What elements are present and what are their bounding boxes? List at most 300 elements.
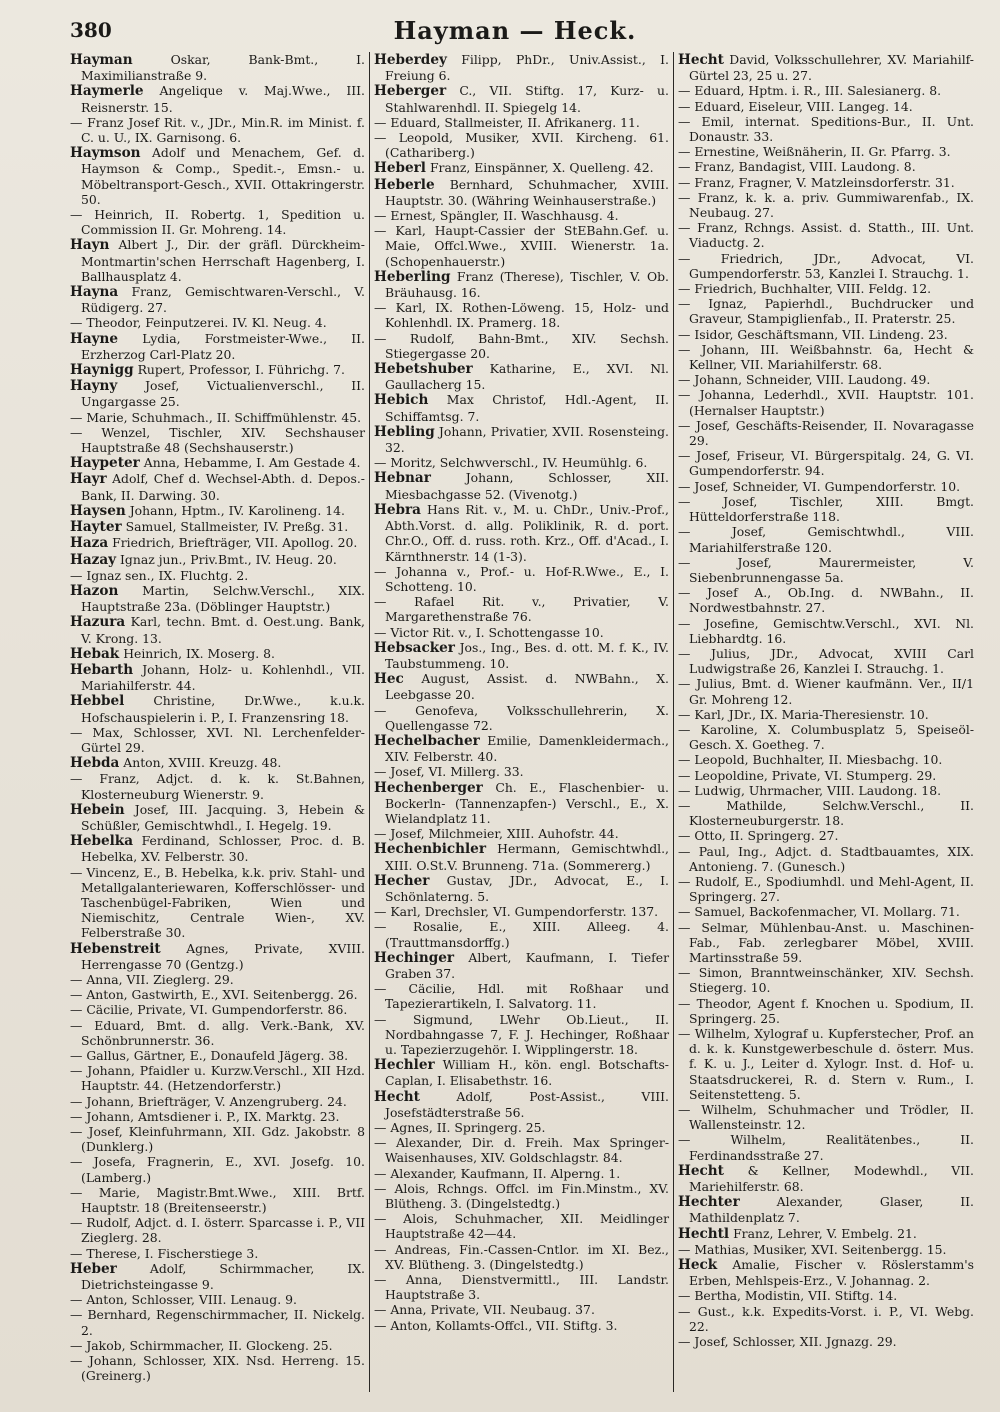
directory-entry	[374, 502, 669, 564]
entry-text: Emilie, Damenkleidermach., XIV. Felberstr. 40.	[385, 732, 669, 765]
entry-surname: Hechtl	[678, 1225, 730, 1242]
entry-text: Josef, Victualienverschl., II. Ungargasse 25.	[81, 378, 365, 410]
entry-text: Franz (Therese), Tischler, V. Ob. Bräuhausg. 16.	[385, 268, 669, 301]
entry-surname: Heberdey	[374, 52, 447, 68]
entry-text: August, Assist. d. NWBahn., X. Leebgasse 20.	[385, 671, 669, 703]
directory-entry	[70, 1185, 365, 1215]
entry-text: Agnes, Private, XVIII. Herrengasse 70 (Gentzg.)	[81, 940, 365, 972]
entry-surname: Heberling	[374, 268, 451, 285]
entry-text: — Mathilde, Selchw.Verschl., II. Klosterneuburgerstr. 18.	[678, 797, 974, 829]
directory-entry	[678, 1242, 974, 1257]
entry-text: — Johann, Briefträger, V. Anzengruberg. 24.	[70, 1093, 347, 1109]
entry-text: — Cäcilie, Private, VI. Gumpendorferstr. 86.	[70, 1002, 348, 1018]
directory-entry	[678, 1288, 974, 1303]
column-2	[370, 52, 674, 1392]
directory-entry	[374, 1242, 669, 1272]
entry-text: — Moritz, Selchwverschl., IV. Heumühlg. 6.	[374, 455, 648, 471]
entry-text: — Agnes, II. Springerg. 25.	[374, 1120, 546, 1136]
directory-entry	[70, 207, 365, 237]
entry-text: Katharine, E., XVI. Nl. Gaullacherg 15.	[385, 361, 669, 393]
entry-surname: Hebsacker	[374, 639, 455, 656]
directory-entry	[70, 503, 365, 519]
entry-surname: Hazura	[70, 614, 126, 631]
directory-entry	[678, 418, 974, 448]
directory-entry	[678, 83, 974, 98]
directory-entry	[678, 1334, 974, 1349]
directory-entry	[70, 471, 365, 502]
entry-text: — Karl, Haupt-Cassier der StEBahn.Gef. u. Maie, Offcl.Wwe., XVIII. Wienerstr. 1a. (Schopenhauerstr.)	[374, 223, 669, 269]
entry-text: Ferdinand, Schlosser, Proc. d. B. Hebelka, XV. Felberstr. 30.	[81, 833, 365, 865]
entry-text: & Kellner, Modewhdl., VII. Mariehilferstr. 68.	[689, 1162, 974, 1195]
entry-text: — Johanna, Lederhdl., XVII. Hauptstr. 101. (Hernalser Hauptstr.)	[678, 387, 974, 418]
directory-entry	[374, 300, 669, 330]
directory-entry	[678, 707, 974, 722]
entry-text: — Ignaz, Papierhdl., Buchdrucker und Graveur, Stampiglienfab., II. Praterstr. 25.	[678, 296, 974, 327]
entry-surname: Hechelbacher	[374, 732, 480, 749]
page-header	[70, 16, 960, 50]
entry-text: — Eduard, Eiseleur, VIII. Langeg. 14.	[678, 98, 913, 114]
directory-entry	[70, 1154, 365, 1184]
directory-entry	[70, 410, 365, 425]
entry-surname: Hayman	[70, 52, 133, 68]
directory-entry	[70, 455, 365, 471]
entry-text: — Karoline, X. Columbusplatz 5, Speiseöl-Gesch. X. Goetheg. 7.	[678, 721, 974, 753]
entry-text: — Sigmund, LWehr Ob.Lieut., II. Nordbahngasse 7, F. J. Hechinger, Roßhaar u. Tapezierzugehör. I. Wipplingerstr. 18.	[374, 1011, 669, 1057]
entry-surname: Hayter	[70, 519, 122, 536]
directory-entry	[374, 594, 669, 624]
directory-entry	[374, 981, 669, 1011]
entry-surname: Hebetshuber	[374, 361, 473, 378]
entry-text: — Ludwig, Uhrmacher, VIII. Laudong. 18.	[678, 782, 942, 798]
directory-entry	[70, 1109, 365, 1124]
directory-entry	[678, 220, 974, 250]
entry-surname: Heber	[70, 1260, 117, 1277]
entry-surname: Hazay	[70, 551, 117, 568]
entry-text: — Wilhelm, Schuhmacher und Trödler, II. Wallensteinstr. 12.	[678, 1102, 974, 1133]
entry-surname: Hechinger	[374, 949, 455, 966]
directory-entry	[374, 826, 669, 841]
entry-text: — Anna, Dienstvermittl., III. Landstr. Hauptstraße 3.	[374, 1272, 669, 1303]
entry-text: Jos., Ing., Bes. d. ott. M. f. K., IV. Taubstummeng. 10.	[385, 639, 669, 671]
entry-text: — Wilhelm, Xylograf u. Kupferstecher, Prof. an d. k. k. Kunstgewerbeschule d. österr. Mus. f. K. u. J., Leiter d. Xylogr. Inst. d. Hof- u. Staatsdruckerei, R. d. Stern v. Rum., I. Seitenstetteng. 5.	[678, 1026, 974, 1102]
entry-text: — Isidor, Geschäftsmann, VII. Lindeng. 23.	[678, 326, 948, 342]
directory-entry	[374, 780, 669, 827]
directory-entry	[678, 327, 974, 342]
directory-entry	[374, 130, 669, 160]
entry-text: — Karl, Drechsler, VI. Gumpendorferstr. 137.	[374, 904, 659, 920]
entry-text: — Samuel, Backofenmacher, VI. Mollarg. 71.	[678, 904, 960, 920]
directory-entry	[374, 208, 669, 223]
entry-surname: Hebelka	[70, 833, 134, 850]
directory-entry	[70, 987, 365, 1002]
directory-entry	[374, 1057, 669, 1088]
entry-surname: Heberl	[374, 160, 426, 177]
directory-entry	[70, 1292, 365, 1307]
entry-surname: Hebenstreit	[70, 940, 161, 957]
entry-surname: Hayna	[70, 284, 119, 301]
entry-text: — Victor Rit. v., I. Schottengasse 10.	[374, 624, 604, 640]
entry-surname: Haymson	[70, 145, 141, 162]
directory-entry	[374, 1166, 669, 1181]
directory-entry	[70, 755, 365, 771]
directory-entry	[70, 662, 365, 693]
directory-entry	[70, 1246, 365, 1261]
entry-surname: Haymerle	[70, 83, 144, 100]
entry-text: — Alois, Schuhmacher, XII. Meidlinger Hauptstraße 42—44.	[374, 1211, 669, 1242]
entry-text: — Jakob, Schirmmacher, II. Glockeng. 25.	[70, 1337, 333, 1353]
entry-text: — Theodor, Agent f. Knochen u. Spodium, II. Springerg. 25.	[678, 995, 974, 1026]
directory-entry	[70, 425, 365, 455]
entry-text: — Josef A., Ob.Ing. d. NWBahn., II. Nordwestbahnstr. 27.	[678, 585, 974, 616]
directory-entry	[678, 251, 974, 281]
entry-text: — Marie, Magistr.Bmt.Wwe., XIII. Brtf. Hauptstr. 18 (Breitenseerstr.)	[70, 1184, 365, 1216]
entry-text: Johann, Schlosser, XII. Miesbachgasse 52. (Vivenotg.)	[385, 470, 669, 502]
entry-text: — Anna, VII. Zieglerg. 29.	[70, 971, 234, 987]
entry-text: — Rosalie, E., XIII. Alleeg. 4. (Trauttmansdorffg.)	[374, 919, 669, 950]
directory-entry	[70, 552, 365, 568]
directory-entry	[678, 296, 974, 326]
entry-text: — Josefa, Fragnerin, E., XVI. Josefg. 10. (Lamberg.)	[70, 1154, 365, 1185]
directory-entry	[374, 950, 669, 981]
directory-entry	[678, 524, 974, 554]
directory-entry	[678, 175, 974, 190]
entry-text: — Friedrich, JDr., Advocat, VI. Gumpendorferstr. 53, Kanzlei I. Strauchg. 1.	[678, 250, 974, 281]
directory-entry	[678, 752, 974, 767]
directory-entry	[678, 996, 974, 1026]
entry-text: Karl, techn. Bmt. d. Oest.ung. Bank, V. Krong. 13.	[81, 614, 365, 646]
entry-text: — Josef, VI. Millerg. 33.	[374, 764, 524, 780]
entry-text: Franz, Lehrer, V. Embelg. 21.	[733, 1225, 917, 1241]
entry-text: Heinrich, IX. Moserg. 8.	[123, 645, 275, 661]
entry-text: Amalie, Fischer v. Röslerstamm's Erben, Mehlspeis-Erz., V. Johannag. 2.	[689, 1257, 974, 1289]
entry-surname: Hec	[374, 671, 404, 688]
entry-surname: Hazon	[70, 582, 119, 599]
entry-text: — Franz, k. k. a. priv. Gummiwarenfab., IX. Neubaug. 27.	[678, 189, 974, 221]
directory-entry	[678, 783, 974, 798]
entry-text: — Theodor, Feinputzerei. IV. Kl. Neug. 4.	[70, 315, 327, 331]
entry-surname: Hechenbichler	[374, 841, 486, 858]
directory-entry	[70, 1338, 365, 1353]
directory-entry	[374, 177, 669, 208]
entry-text: — Karl, IX. Rothen-Löweng. 15, Holz- und Kohlenhdl. IX. Pramerg. 18.	[374, 300, 669, 331]
entry-surname: Hayn	[70, 237, 110, 254]
directory-entry	[70, 115, 365, 145]
directory-entry	[374, 223, 669, 269]
entry-text: — Josefine, Gemischtw.Verschl., XVI. Nl. Liebhardtg. 16.	[678, 615, 974, 646]
entry-text: — Franz, Adjct. d. k. k. St.Bahnen, Klosterneuburg Wienerstr. 9.	[70, 771, 365, 802]
entry-text: — Anton, Gastwirth, E., XVI. Seitenbergg. 26.	[70, 987, 358, 1003]
directory-entry	[678, 190, 974, 220]
entry-text: — Josef, Milchmeier, XIII. Auhofstr. 44.	[374, 826, 619, 842]
entry-text: Johann, Holz- u. Kohlenhdl., VII. Mariahilferstr. 44.	[81, 661, 365, 694]
directory-entry	[70, 1048, 365, 1063]
entry-surname: Haza	[70, 535, 109, 552]
directory-entry	[374, 455, 669, 470]
entry-text: — Josef, Schneider, VI. Gumpendorferstr. 10.	[678, 478, 961, 494]
page-number: 380	[70, 18, 112, 42]
entry-text: — Josef, Kleinfuhrmann, XII. Gdz. Jakobstr. 8 (Dunklerg.)	[70, 1124, 365, 1155]
directory-entry	[70, 972, 365, 987]
entry-text: Martin, Selchw.Verschl., XIX. Hauptstraße 23a. (Döblinger Hauptstr.)	[81, 582, 365, 615]
entry-text: Anton, XVIII. Kreuzg. 48.	[123, 755, 282, 771]
entry-text: — Eduard, Stallmeister, II. Afrikanerg. 11.	[374, 114, 640, 130]
entry-text: — Gallus, Gärtner, E., Donaufeld Jägerg. 38.	[70, 1048, 349, 1063]
entry-text: — Paul, Ing., Adjct. d. Stadtbauamtes, XIX. Antonieng. 7. (Gunesch.)	[678, 843, 974, 874]
entry-surname: Heck	[678, 1257, 718, 1274]
directory-entry	[70, 646, 365, 662]
entry-text: Adolf, Schirmmacher, IX. Dietrichsteingasse 9.	[81, 1260, 365, 1293]
directory-entry	[678, 616, 974, 646]
entry-text: — Bertha, Modistin, VII. Stiftg. 14.	[678, 1288, 898, 1304]
entry-text: — Johann, Amtsdiener i. P., IX. Marktg. 23.	[70, 1108, 340, 1124]
entry-text: — Johann, Schneider, VIII. Laudong. 49.	[678, 372, 931, 388]
directory-entry	[374, 919, 669, 949]
directory-entry	[374, 671, 669, 702]
directory-entry	[70, 362, 365, 378]
entry-surname: Hayny	[70, 378, 118, 395]
entry-text: — Max, Schlosser, XVI. Nl. Lerchenfelder-Gürtel 29.	[70, 724, 365, 755]
directory-entry	[678, 448, 974, 478]
directory-entry	[374, 625, 669, 640]
entry-text: — Ignaz sen., IX. Fluchtg. 2.	[70, 567, 249, 583]
entry-text: — Rudolf, Bahn-Bmt., XIV. Sechsh. Stiegergasse 20.	[374, 330, 669, 361]
directory-entry	[70, 1018, 365, 1048]
entry-surname: Hayr	[70, 471, 107, 488]
entry-text: — Johann, Schlosser, XIX. Nsd. Herreng. 15. (Greinerg.)	[70, 1353, 365, 1384]
entry-surname: Hebich	[374, 392, 429, 409]
entry-text: — Selmar, Mühlenbau-Anst. u. Maschinen-Fab., Fab. zerlegbarer Möbel, XVIII. Martinsstraße 59.	[678, 919, 974, 965]
entry-text: Hans Rit. v., M. u. ChDr., Univ.-Prof., Abth.Vorst. d. allg. Poliklinik, R. d. port. Chr.O., Off. d. russ. roth. Krz., Off. d'Acad., I. Kärnthnerstr. 14 (1-3).	[385, 501, 669, 564]
entry-text: — Leopold, Buchhalter, II. Miesbachg. 10.	[678, 752, 943, 768]
directory-entry	[374, 1272, 669, 1302]
entry-text: — Therese, I. Fischerstiege 3.	[70, 1245, 259, 1261]
directory-entry	[70, 833, 365, 864]
entry-surname: Hecht	[678, 1162, 724, 1179]
directory-entry	[678, 1102, 974, 1132]
entry-text: Max Christof, Hdl.-Agent, II. Schiffamtsg. 7.	[385, 392, 669, 424]
entry-text: Adolf, Post-Assist., VIII. Josefstädterstraße 56.	[385, 1088, 669, 1120]
entry-text: — Alois, Rchngs. Offcl. im Fin.Minstm., XV. Blütheng. 3. (Dingelstedtg.)	[374, 1180, 669, 1212]
entry-text: Albert, Kaufmann, I. Tiefer Graben 37.	[385, 949, 669, 981]
entry-text: — Wilhelm, Realitätenbes., II. Ferdinandsstraße 27.	[678, 1132, 974, 1163]
directory-entry	[70, 568, 365, 583]
directory-entry	[678, 114, 974, 144]
entry-text: — Leopoldine, Private, VI. Stumperg. 29.	[678, 767, 937, 783]
entry-surname: Hechenberger	[374, 779, 483, 796]
entry-text: William H., kön. engl. Botschafts-Caplan, I. Elisabethstr. 16.	[385, 1057, 669, 1089]
entry-text: — Anton, Kollamts-Offcl., VII. Stiftg. 3.	[374, 1317, 618, 1333]
entry-text: Adolf und Menachem, Gef. d. Haymson & Comp., Spedit.-, Emsn.- u. Möbeltransport-Gesch., XVII. Ottakringerstr. 50.	[81, 145, 365, 207]
directory-entry	[678, 372, 974, 387]
directory-entry	[374, 331, 669, 361]
entry-text: — Friedrich, Buchhalter, VIII. Feldg. 12.	[678, 281, 932, 297]
directory-entry	[374, 160, 669, 176]
entry-text: Adolf, Chef d. Wechsel-Abth. d. Depos.-Bank, II. Darwing. 30.	[81, 471, 365, 503]
entry-surname: Haynigg	[70, 362, 134, 379]
directory-entry	[678, 159, 974, 174]
directory-entry	[70, 1124, 365, 1154]
directory-entry	[678, 281, 974, 296]
entry-text: Christine, Dr.Wwe., k.u.k. Hofschauspielerin i. P., I. Franzensring 18.	[81, 693, 365, 725]
directory-entry	[70, 941, 365, 972]
entry-text: Angelique v. Maj.Wwe., III. Reisnerstr. 15.	[81, 83, 365, 115]
directory-entry	[374, 424, 669, 455]
directory-entry	[70, 83, 365, 114]
directory-entry	[678, 828, 974, 843]
entry-surname: Hebbel	[70, 693, 125, 710]
directory-entry	[70, 535, 365, 551]
directory-entry	[678, 768, 974, 783]
entry-surname: Hechter	[678, 1194, 740, 1211]
entry-text: — Leopold, Musiker, XVII. Kircheng. 61. (Cathariberg.)	[374, 130, 669, 161]
entry-text: — Rafael Rit. v., Privatier, V. Margarethenstraße 76.	[374, 594, 669, 625]
entry-text: Albert J., Dir. der gräfl. Dürckheim-Montmartin'schen Herrschaft Hagenberg, I. Ballhausplatz 4.	[81, 237, 365, 284]
directory-entry	[70, 1353, 365, 1383]
entry-text: C., VII. Stiftg. 17, Kurz- u. Stahlwarenhdl. II. Spiegelg 14.	[385, 83, 669, 115]
directory-entry	[70, 52, 365, 83]
directory-entry	[678, 904, 974, 919]
directory-entry	[374, 733, 669, 764]
directory-entry	[70, 771, 365, 801]
directory-entry	[70, 331, 365, 362]
entry-text: Samuel, Stallmeister, IV. Preßg. 31.	[125, 519, 349, 535]
directory-entry	[678, 1226, 974, 1242]
directory-entry	[374, 841, 669, 872]
entry-text: — Franz Josef Rit. v., JDr., Min.R. im Minist. f. C. u. U., IX. Garnisong. 6.	[70, 114, 365, 146]
entry-text: Lydia, Forstmeister-Wwe., II. Erzherzog Carl-Platz 20.	[81, 330, 365, 362]
entry-text: Gustav, JDr., Advocat, E., I. Schönlaterng. 5.	[385, 872, 669, 904]
entry-text: — Eduard, Hptm. i. R., III. Salesianerg. 8.	[678, 83, 942, 99]
directory-entry	[678, 387, 974, 417]
directory-entry	[678, 965, 974, 995]
entry-surname: Haysen	[70, 502, 126, 519]
entry-text: David, Volksschullehrer, XV. Mariahilf-Gürtel 23, 25 u. 27.	[689, 52, 974, 84]
entry-surname: Hayne	[70, 330, 119, 347]
entry-text: — Marie, Schuhmach., II. Schiffmühlenstr. 45.	[70, 409, 362, 425]
entry-text: Hermann, Gemischtwhdl., XIII. O.St.V. Brunneng. 71a. (Sommererg.)	[385, 841, 669, 873]
directory-entry	[70, 284, 365, 315]
directory-entry	[374, 703, 669, 733]
directory-entry	[374, 52, 669, 83]
entry-text: Oskar, Bank-Bmt., I. Maximilianstraße 9.	[81, 52, 365, 84]
entry-surname: Hecht	[374, 1088, 420, 1105]
directory-entry	[374, 764, 669, 779]
directory-entry	[678, 1304, 974, 1334]
directory-entry	[678, 494, 974, 524]
directory-entry	[70, 865, 365, 941]
directory-entry	[678, 1257, 974, 1288]
entry-text: — Johann, Pfaidler u. Kurzw.Verschl., XII Hzd. Hauptstr. 44. (Hetzendorferstr.)	[70, 1063, 365, 1094]
directory-entry	[374, 1135, 669, 1165]
directory-entry	[678, 920, 974, 966]
entry-text: Friedrich, Briefträger, VII. Apollog. 20.	[112, 535, 358, 551]
entry-surname: Hechler	[374, 1057, 435, 1074]
entry-text: — Alexander, Kaufmann, II. Alperng. 1.	[374, 1165, 621, 1181]
entry-surname: Hebarth	[70, 661, 134, 678]
directory-entry	[374, 1181, 669, 1211]
entry-text: — Josef, Schlosser, XII. Jgnazg. 29.	[678, 1334, 897, 1350]
directory-entry	[70, 315, 365, 330]
directory-entry	[70, 1063, 365, 1093]
entry-text: Franz, Einspänner, X. Quelleng. 42.	[429, 160, 654, 176]
entry-text: — Mathias, Musiker, XVI. Seitenbergg. 15.	[678, 1241, 947, 1257]
directory-entry	[374, 115, 669, 130]
directory-entry	[374, 392, 669, 423]
directory-entry	[70, 583, 365, 614]
entry-text: Johann, Privatier, XVII. Rosensteing. 32.	[385, 423, 669, 456]
entry-surname: Hebak	[70, 645, 120, 662]
entry-text: — Wenzel, Tischler, XIV. Sechshauser Hauptstraße 48 (Sechshauserstr.)	[70, 424, 365, 456]
directory-entry	[374, 1302, 669, 1317]
entry-text: — Vincenz, E., B. Hebelka, k.k. priv. Stahl- und Metallgalanteriewaren, Kofferschlösser- und Taschenbügel-Fabriken, Wien und Niemischitz, Centrale Wien-, XV. Felberstraße 30.	[70, 864, 365, 941]
directory-entry	[678, 676, 974, 706]
directory-entry	[678, 874, 974, 904]
directory-entry	[374, 1089, 669, 1120]
directory-entry	[678, 1132, 974, 1162]
directory-entry	[374, 873, 669, 904]
directory-entry	[70, 1215, 365, 1245]
directory-entry	[678, 798, 974, 828]
running-head: Hayman — Heck.	[393, 16, 637, 45]
entry-text: — Heinrich, II. Robertg. 1, Spedition u. Commission II. Gr. Mohreng. 14.	[70, 207, 365, 238]
entry-text: — Anna, Private, VII. Neubaug. 37.	[374, 1302, 595, 1318]
entry-surname: Hecht	[678, 52, 724, 68]
entry-surname: Hebra	[374, 501, 421, 518]
entry-text: — Otto, II. Springerg. 27.	[678, 828, 839, 844]
entry-text: — Johanna v., Prof.- u. Hof-R.Wwe., E., I. Schotteng. 10.	[374, 563, 669, 594]
directory-entry	[374, 904, 669, 919]
entry-text: — Gust., k.k. Expedits-Vorst. i. P., VI. Webg. 22.	[678, 1303, 974, 1334]
entry-text: Ignaz jun., Priv.Bmt., IV. Heug. 20.	[120, 551, 337, 567]
directory-entry	[374, 1318, 669, 1333]
entry-text: — Franz, Fragner, V. Matzleinsdorferstr. 31.	[678, 174, 955, 190]
entry-text: — Karl, JDr., IX. Maria-Theresienstr. 10.	[678, 706, 929, 722]
entry-text: — Genofeva, Volksschullehrerin, X. Quellengasse 72.	[374, 702, 669, 733]
directory-entry	[374, 1120, 669, 1135]
directory-entry	[70, 1094, 365, 1109]
entry-text: Anna, Hebamme, I. Am Gestade 4.	[143, 455, 361, 471]
directory-entry	[70, 725, 365, 755]
directory-entry	[70, 802, 365, 833]
directory-entry	[678, 1194, 974, 1225]
entry-text: Josef, III. Jacquing. 3, Hebein & Schüßler, Gemischtwhdl., I. Hegelg. 19.	[81, 801, 365, 833]
entry-text: — Cäcilie, Hdl. mit Roßhaar und Tapezierartikeln, I. Salvatorg. 11.	[374, 981, 669, 1012]
entry-text: Bernhard, Schuhmacher, XVIII. Hauptstr. 30. (Währing Weinhauserstraße.)	[385, 176, 669, 208]
entry-text: — Ernestine, Weißnäherin, II. Gr. Pfarrg. 3.	[678, 144, 951, 160]
directory-entry	[678, 342, 974, 372]
entry-surname: Heberle	[374, 176, 435, 193]
directory-entry	[678, 144, 974, 159]
entry-text: — Franz, Bandagist, VIII. Laudong. 8.	[678, 159, 916, 175]
directory-entry	[678, 1163, 974, 1194]
directory-entry	[374, 470, 669, 501]
directory-entry	[70, 614, 365, 645]
directory-entry	[374, 640, 669, 671]
entry-text: Franz, Gemischtwaren-Verschl., V. Rüdigerg. 27.	[81, 284, 365, 316]
directory-entry	[374, 83, 669, 114]
directory-entry	[678, 52, 974, 83]
entry-surname: Hebein	[70, 801, 125, 818]
directory-entry	[70, 378, 365, 409]
entry-text: — Alexander, Dir. d. Freih. Max Springer-Waisenhauses, XIV. Goldschlagstr. 84.	[374, 1135, 669, 1166]
entry-text: — Josef, Tischler, XIII. Bmgt. Hütteldorferstraße 118.	[678, 493, 974, 525]
entry-surname: Hebling	[374, 423, 435, 440]
entry-surname: Hecher	[374, 872, 430, 889]
entry-text: — Andreas, Fin.-Cassen-Cntlor. im XI. Bez., XV. Blütheng. 3. (Dingelstedtg.)	[374, 1241, 669, 1272]
directory-entry	[70, 145, 365, 207]
entry-text: — Ernest, Spängler, II. Waschhausg. 4.	[374, 208, 619, 224]
entry-surname: Haypeter	[70, 455, 140, 472]
